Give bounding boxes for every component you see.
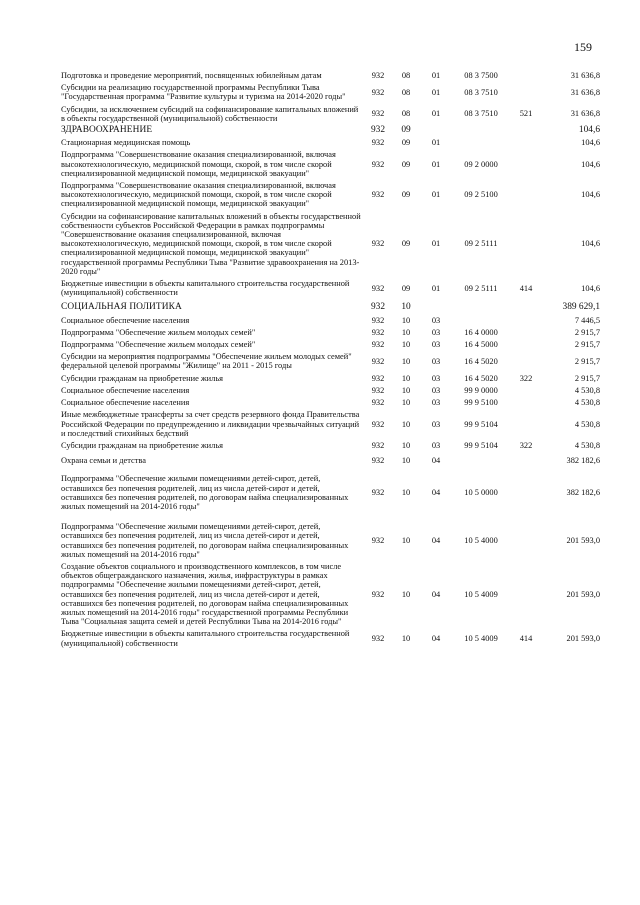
row-admin-code: 932 — [371, 356, 385, 366]
table-row — [60, 104, 601, 125]
row-target-article: 09 2 0000 — [464, 159, 498, 169]
row-subsection-code: 03 — [431, 340, 441, 350]
table-row — [60, 628, 601, 649]
row-section-code: 09 — [401, 125, 411, 136]
row-amount: 31 636,8 — [570, 109, 600, 119]
row-admin-code: 932 — [371, 71, 385, 80]
row-section-code: 10 — [401, 385, 411, 395]
row-expense-type — [513, 82, 539, 103]
page-number: 159 — [574, 40, 592, 54]
table-row — [60, 149, 601, 180]
row-amount: 104,6 — [581, 190, 600, 200]
row-subsection-code: 01 — [431, 159, 441, 169]
row-section-code: 10 — [401, 398, 411, 408]
row-admin-code: 932 — [371, 190, 385, 200]
row-subsection-code: 01 — [431, 138, 441, 148]
row-expense-type — [513, 561, 539, 628]
row-admin-code: 932 — [371, 589, 385, 599]
table-row — [60, 70, 601, 82]
row-name: Подпрограмма "Обеспечение жилыми помещениями детей-сирот, детей, оставшихся без попечения родителей, лиц из числа детей-сирот и детей, оставшихся без попечения родителей, по договорам найма специализированных жилых помещений на 2014-2016 годы" — [61, 522, 349, 559]
row-amount: 31 636,8 — [570, 87, 600, 97]
row-name: Субсидии, за исключением субсидий на софинансирование капитальных вложений в объекты государственной (муниципальной) собственности — [61, 104, 359, 123]
row-target-article: 99 9 5104 — [464, 440, 498, 450]
row-subsection-code — [423, 299, 449, 314]
row-target-article: 09 2 5111 — [464, 283, 498, 293]
row-admin-code: 932 — [371, 535, 385, 545]
row-admin-code: 932 — [371, 327, 385, 337]
row-target-article: 08 3 7510 — [464, 87, 498, 97]
row-section-code: 09 — [401, 138, 411, 148]
table-row — [60, 125, 601, 137]
row-amount: 4 530,8 — [574, 440, 600, 450]
row-target-article: 10 5 4009 — [464, 633, 498, 643]
budget-table — [60, 70, 601, 650]
row-target-article: 09 2 5100 — [464, 190, 498, 200]
row-admin-code: 932 — [371, 488, 385, 498]
row-section-code: 10 — [401, 633, 411, 643]
row-expense-type: 322 — [519, 440, 533, 450]
row-admin-code: 932 — [371, 315, 385, 325]
row-subsection-code: 03 — [431, 419, 441, 429]
row-amount: 2 915,7 — [574, 340, 600, 350]
row-admin-code: 932 — [370, 302, 386, 313]
row-amount: 201 593,0 — [566, 633, 600, 643]
row-section-code: 09 — [401, 283, 411, 293]
row-name: Подпрограмма "Обеспечение жилыми помещениями детей-сирот, детей, оставшихся без попечения родителей, лиц из числа детей-сирот и детей, оставшихся без попечения родителей, по договорам найма специализированных жилых помещений на 2014-2016 годы" — [61, 474, 349, 511]
row-expense-type — [513, 452, 539, 467]
row-section-code: 10 — [401, 356, 411, 366]
row-target-article: 16 4 5020 — [464, 373, 498, 383]
row-expense-type — [513, 70, 539, 82]
row-amount: 104,6 — [581, 239, 600, 249]
row-subsection-code: 01 — [431, 109, 441, 119]
row-expense-type: 414 — [519, 283, 533, 293]
row-section-code: 08 — [401, 109, 411, 119]
row-target-article: 10 5 4009 — [464, 589, 498, 599]
row-expense-type — [513, 397, 539, 409]
row-target-article — [449, 452, 513, 467]
table-row — [60, 278, 601, 299]
table-row — [60, 315, 601, 327]
row-subsection-code: 03 — [431, 356, 441, 366]
row-admin-code: 932 — [371, 109, 385, 119]
row-section-code: 10 — [401, 419, 411, 429]
row-amount: 382 182,6 — [566, 456, 600, 466]
row-target-article: 08 3 7500 — [464, 71, 498, 80]
row-name: Подпрограмма "Совершенствование оказания специализированной, включая высокотехнологическую, медицинской помощи, скорой, в том числе скорой специализированной медицинской помощи, медицинской эвакуации" — [61, 181, 336, 209]
table-row — [60, 211, 601, 278]
row-name: Субсидии на реализацию государственной программы Республики Тыва "Государственная программа "Развитие культуры и туризма на 2014-2020 годы" — [61, 83, 346, 102]
row-amount: 104,6 — [578, 125, 600, 136]
row-section-code: 10 — [401, 302, 411, 313]
row-name: Подпрограмма "Обеспечение жильем молодых семей" — [61, 327, 256, 337]
row-subsection-code: 03 — [431, 398, 441, 408]
row-section-code: 09 — [401, 239, 411, 249]
row-expense-type — [513, 299, 539, 314]
table-row — [60, 82, 601, 103]
row-subsection-code: 03 — [431, 327, 441, 337]
row-target-article — [449, 125, 513, 137]
row-amount: 201 593,0 — [566, 535, 600, 545]
row-subsection-code — [423, 125, 449, 137]
table-row — [60, 440, 601, 452]
row-subsection-code: 03 — [431, 315, 441, 325]
row-expense-type — [513, 467, 539, 513]
row-name: Стационарная медицинская помощь — [61, 138, 191, 148]
row-expense-type — [513, 149, 539, 180]
row-name: Подготовка и проведение мероприятий, посвященных юбилейным датам — [61, 71, 322, 80]
row-name: Подпрограмма "Обеспечение жильем молодых семей" — [61, 340, 256, 350]
row-subsection-code: 01 — [431, 239, 441, 249]
row-expense-type: 414 — [519, 633, 533, 643]
row-subsection-code: 03 — [431, 440, 441, 450]
row-name: Подпрограмма "Совершенствование оказания специализированной, включая высокотехнологическую, медицинской помощи, скорой, в том числе скорой специализированной медицинской помощи, медицинской эвакуации" — [61, 150, 336, 178]
table-row — [60, 513, 601, 561]
row-expense-type — [513, 180, 539, 211]
row-expense-type — [513, 339, 539, 351]
table-row — [60, 180, 601, 211]
table-row — [60, 137, 601, 149]
row-expense-type: 322 — [519, 373, 533, 383]
row-section-code: 09 — [401, 190, 411, 200]
row-expense-type — [513, 137, 539, 149]
row-target-article: 10 5 0000 — [464, 488, 498, 498]
row-subsection-code: 01 — [431, 87, 441, 97]
row-admin-code: 932 — [371, 138, 385, 148]
row-admin-code: 932 — [371, 87, 385, 97]
row-subsection-code: 01 — [431, 71, 441, 80]
table-row — [60, 452, 601, 467]
row-section-code: 08 — [401, 87, 411, 97]
row-name: Иные межбюджетные трансферты за счет средств резервного фонда Правительства Российской Федерации по предупреждению и ликвидации чрезвычайных ситуаций и последствий стихийных бедствий — [61, 410, 360, 438]
row-target-article: 99 9 5100 — [464, 398, 498, 408]
row-target-article: 16 4 5000 — [464, 340, 498, 350]
row-section-code: 10 — [401, 440, 411, 450]
row-amount: 201 593,0 — [566, 589, 600, 599]
row-subsection-code: 04 — [431, 633, 441, 643]
row-name: Социальное обеспечение населения — [61, 398, 190, 408]
row-target-article — [449, 315, 513, 327]
row-admin-code: 932 — [371, 398, 385, 408]
row-name: Социальное обеспечение населения — [61, 385, 190, 395]
row-amount: 4 530,8 — [574, 398, 600, 408]
row-amount: 4 530,8 — [574, 419, 600, 429]
row-subsection-code: 04 — [431, 488, 441, 498]
table-row — [60, 397, 601, 409]
row-amount: 104,6 — [581, 159, 600, 169]
row-amount: 2 915,7 — [574, 373, 600, 383]
row-admin-code: 932 — [371, 385, 385, 395]
row-name: ЗДРАВООХРАНЕНИЕ — [61, 125, 153, 136]
row-section-code: 10 — [401, 456, 411, 466]
row-target-article: 10 5 4000 — [464, 535, 498, 545]
row-amount: 4 530,8 — [574, 385, 600, 395]
row-section-code: 10 — [401, 373, 411, 383]
row-expense-type — [513, 315, 539, 327]
budget-table-body — [60, 70, 601, 650]
row-target-article — [449, 299, 513, 314]
table-row — [60, 467, 601, 513]
row-subsection-code: 04 — [431, 456, 441, 466]
row-target-article: 99 9 0000 — [464, 385, 498, 395]
row-admin-code: 932 — [371, 340, 385, 350]
row-subsection-code: 04 — [431, 589, 441, 599]
table-row — [60, 299, 601, 314]
row-amount: 389 629,1 — [562, 302, 600, 313]
row-name: Бюджетные инвестиции в объекты капитального строительства государственной (муниципальной) собственности — [61, 629, 350, 648]
table-row — [60, 327, 601, 339]
row-admin-code: 932 — [371, 633, 385, 643]
row-subsection-code: 01 — [431, 283, 441, 293]
row-target-article: 16 4 0000 — [464, 327, 498, 337]
row-subsection-code: 01 — [431, 190, 441, 200]
row-subsection-code: 03 — [431, 385, 441, 395]
row-expense-type — [513, 125, 539, 137]
row-name: СОЦИАЛЬНАЯ ПОЛИТИКА — [61, 302, 182, 313]
row-admin-code: 932 — [371, 456, 385, 466]
row-section-code: 09 — [401, 159, 411, 169]
row-section-code: 10 — [401, 535, 411, 545]
row-admin-code: 932 — [371, 283, 385, 293]
row-name: Социальное обеспечение населения — [61, 315, 190, 325]
row-target-article: 16 4 5020 — [464, 356, 498, 366]
row-admin-code: 932 — [370, 125, 386, 136]
row-expense-type — [513, 409, 539, 440]
row-expense-type — [513, 385, 539, 397]
row-target-article: 08 3 7510 — [464, 109, 498, 119]
table-row — [60, 373, 601, 385]
row-amount: 31 636,8 — [570, 71, 600, 80]
row-name: Создание объектов социального и производственного комплексов, в том числе объектов общегражданского назначения, жилья, инфраструктуры в рамках подпрограммы "Обеспечение жилыми помещениями детей-сирот, детей, оставшихся без попечения родителей, лиц из числа детей-сирот и детей, оставшихся без попечения родителей, по договорам найма специализированных жилых помещений на 2014-2016 годы" государственной программы Республики Тыва "Социальная защита семей и детей Республики Тыва на 2014-2016 годы" — [61, 561, 349, 627]
row-expense-type — [513, 327, 539, 339]
row-target-article: 99 9 5104 — [464, 419, 498, 429]
row-name: Субсидии гражданам на приобретение жилья — [61, 440, 223, 450]
row-expense-type — [513, 513, 539, 561]
row-name: Бюджетные инвестиции в объекты капитального строительства государственной (муниципальной) собственности — [61, 279, 350, 298]
row-amount: 382 182,6 — [566, 488, 600, 498]
row-section-code: 10 — [401, 315, 411, 325]
table-row — [60, 339, 601, 351]
row-section-code: 10 — [401, 327, 411, 337]
row-section-code: 10 — [401, 589, 411, 599]
row-amount: 104,6 — [581, 283, 600, 293]
row-admin-code: 932 — [371, 440, 385, 450]
row-admin-code: 932 — [371, 419, 385, 429]
row-admin-code: 932 — [371, 159, 385, 169]
row-amount: 2 915,7 — [574, 327, 600, 337]
row-subsection-code: 04 — [431, 535, 441, 545]
row-section-code: 10 — [401, 340, 411, 350]
table-row — [60, 561, 601, 628]
table-row — [60, 385, 601, 397]
row-expense-type — [513, 351, 539, 372]
row-name: Охрана семьи и детства — [61, 456, 146, 466]
row-target-article — [449, 137, 513, 149]
row-amount: 7 446,5 — [574, 315, 600, 325]
row-section-code: 08 — [401, 71, 411, 80]
table-row — [60, 351, 601, 372]
row-expense-type: 521 — [519, 109, 533, 119]
row-amount: 2 915,7 — [574, 356, 600, 366]
row-name: Субсидии гражданам на приобретение жилья — [61, 373, 223, 383]
row-admin-code: 932 — [371, 239, 385, 249]
row-section-code: 10 — [401, 488, 411, 498]
row-target-article: 09 2 5111 — [464, 239, 498, 249]
row-subsection-code: 03 — [431, 373, 441, 383]
row-name: Субсидии на мероприятия подпрограммы "Обеспечение жильем молодых семей" федеральной целевой программы "Жилище" на 2011 - 2015 годы — [61, 352, 352, 371]
row-name: Субсидии на софинансирование капитальных вложений в объекты государственной собственности субъектов Российской Федерации в рамках подпрограммы "Совершенствование оказания специализированной, включая высокотехнологическую, медицинской помощи, скорой, в том числе скорой специализированной медицинской помощи, медицинской эвакуации" государственной программы Республики Тыва "Развитие здравоохранения на 2013-2020 годы" — [61, 211, 361, 276]
row-amount: 104,6 — [581, 138, 600, 148]
table-row — [60, 409, 601, 440]
row-expense-type — [513, 211, 539, 278]
row-admin-code: 932 — [371, 373, 385, 383]
